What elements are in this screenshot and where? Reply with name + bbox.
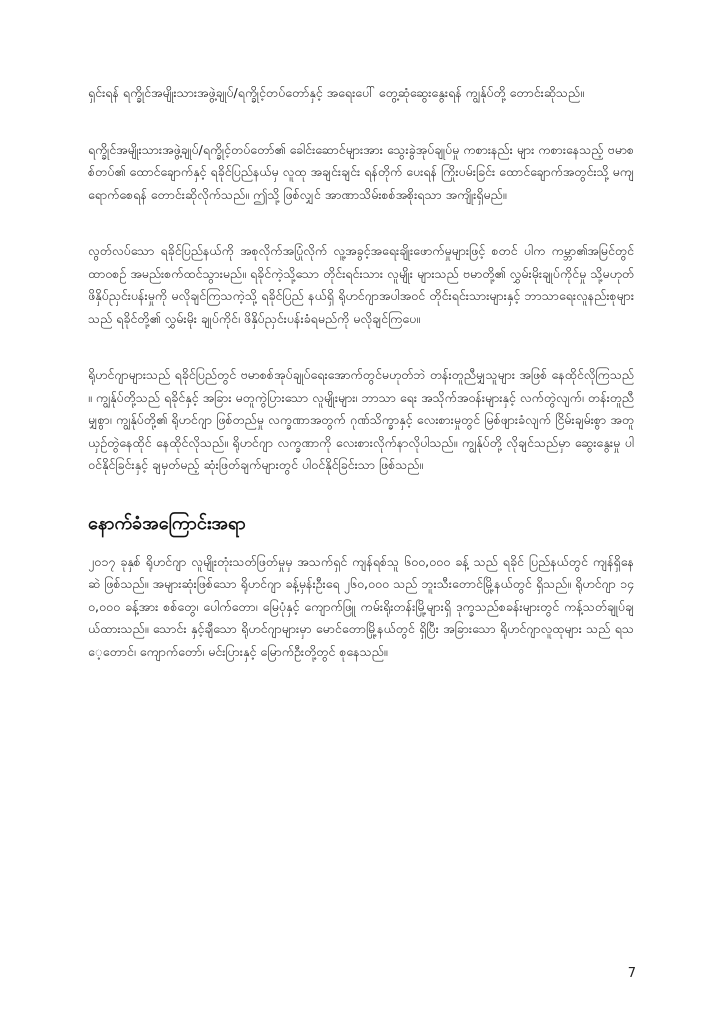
section-paragraph: ၂၀၁၇ ခုနှစ် ရိုဟင်ဂျာ လူမျိုးတုံးသတ်ဖြတ်မှုမှ အသက်ရှင် ကျန်ရစ်သူ ၆၀၀,၀၀၀ ခန့် သည် ရခိုင် ပြည်နယ်တွင် ကျန်ရှိနေဆဲ ဖြစ်သည်။ အများဆုံးဖြစ်သော ရိုဟင်ဂျာ ခန့်မှန်းဦးရေ ၂၆၀,၀၀၀ သည် ဘူးသီးတောင်မြို့နယ်တွင် ရှိသည်။ ရိုဟင်ဂျာ ၁၄၀,၀၀၀ ခန့်အား စစ်တွေ၊ ပေါက်တော၊ မြေပုံနှင့် ကျောက်ဖြူ ကမ်းရိုးတန်းမြို့များရှိ ဒုက္ခသည်စခန်းများတွင် ကန့်သတ်ချုပ်ချယ်ထားသည်။ သောင်း နှင့်ချီသော ရိုဟင်ဂျာများမှာ မောင်တောမြို့နယ်တွင် ရှိပြီး အခြားသော ရိုဟင်ဂျာလူထုများ သည် ရသေ့တောင်၊ ကျောက်တော်၊ မင်းပြားနှင့် မြောက်ဦးတို့တွင် စုနေသည်။ [88,553,634,659]
paragraph-2: ရက္ခိုင်အမျိုးသားအဖွဲ့ချုပ်/ရက္ခိုင့်တပ်တော်၏ ခေါင်းဆောင်များအား သွေးခွဲအုပ်ချုပ်မှု ကစားနည်း များ ကစားနေသည့် ဗမာစစ်တပ်၏ ထောင်ချောက်နှင့် ရခိုင်ပြည်နယ်မှ လူထု အချင်းချင်း ရန်တိုက် ပေးရန် ကြိုးပမ်းခြင်း ထောင်ချောက်အတွင်းသို့ မကျရောက်စေရန် တောင်းဆိုလိုက်သည်။ ဤသို့ ဖြစ်လျှင် အာဏာသိမ်းစစ်အစိုးရသာ အကျိုးရှိမည်။ [88,141,634,202]
section-heading: နောက်ခံအကြောင်းအရာ [88,512,246,534]
page-number: 7 [627,966,636,981]
page-content [88,82,634,697]
paragraph-4: ရိုဟင်ဂျာများသည် ရခိုင်ပြည်တွင် ဗမာစစ်အုပ်ချုပ်ရေးအောက်တွင်မဟုတ်ဘဲ တန်းတူညီမျှသူများ အဖြစ် နေထိုင်လိုကြသည်။ ကျွန်ုပ်တို့သည် ရခိုင်နှင့် အခြား မတူကွဲပြားသော လူမျိုးများ၊ ဘာသာ ရေး အသိုက်အဝန်းများနှင့် လက်တွဲလျက်၊ တန်းတူညီမျှစွာ၊ ကျွန်ုပ်တို့၏ ရိုဟင်ဂျာ ဖြစ်တည်မှု လက္ခဏာအတွက် ဂုဏ်သိက္ခာနှင့် လေးစားမှုတွင် မြစ်ဖျားခံလျက် ငြိမ်းချမ်းစွာ အတူယှဉ်တွဲနေထိုင် နေထိုင်လိုသည်။ ရိုဟင်ဂျာ လက္ခဏာကို လေးစားလိုက်နာလိုပါသည်။ ကျွန်ုပ်တို့ လိုချင်သည်မှာ ဆွေးနွေးမှု ပါဝင်နိုင်ခြင်းနှင့် ချမှတ်မည့် ဆုံးဖြတ်ချက်များတွင် ပါဝင်နိုင်ခြင်းသာ ဖြစ်သည်။ [88,367,634,472]
paragraph-3: လွတ်လပ်သော ရခိုင်ပြည်နယ်ကို အစုလိုက်အပြုံလိုက် လူ့အခွင့်အရေးချိုးဖောက်မှုများဖြင့် စတင် ပါက ကမ္ဘာ၏အမြင်တွင် ထာဝစဉ် အမည်းစက်ထင်သွားမည်။ ရခိုင်ကဲ့သို့သော တိုင်းရင်းသား လူမျိုး များသည် ဗမာတို့၏ လွှမ်းမိုးချုပ်ကိုင်မှု သို့မဟုတ် ဖိနှိပ်ညှင်းပန်းမှုကို မလိုချင်ကြသကဲ့သို့ ရခိုင်ပြည် နယ်ရှိ ရိုဟင်ဂျာအပါအဝင် တိုင်းရင်းသားများနှင့် ဘာသာရေးလူနည်းစုများသည် ရခိုင်တို့၏ လွှမ်းမိုး ချုပ်ကိုင်၊ ဖိနှိပ်ညှင်းပန်းခံရမည်ကို မလိုချင်ကြပေ။ [88,243,634,326]
paragraph-1: ရှင်းရန် ရက္ခိုင်အမျိုးသားအဖွဲ့ချုပ်/ရက္ခိုင့်တပ်တော်နှင့် အရေးပေါ် တွေ့ဆုံဆွေးနွေးရန် ကျွန်ုပ်တို့ တောင်းဆိုသည်။ [88,85,584,100]
